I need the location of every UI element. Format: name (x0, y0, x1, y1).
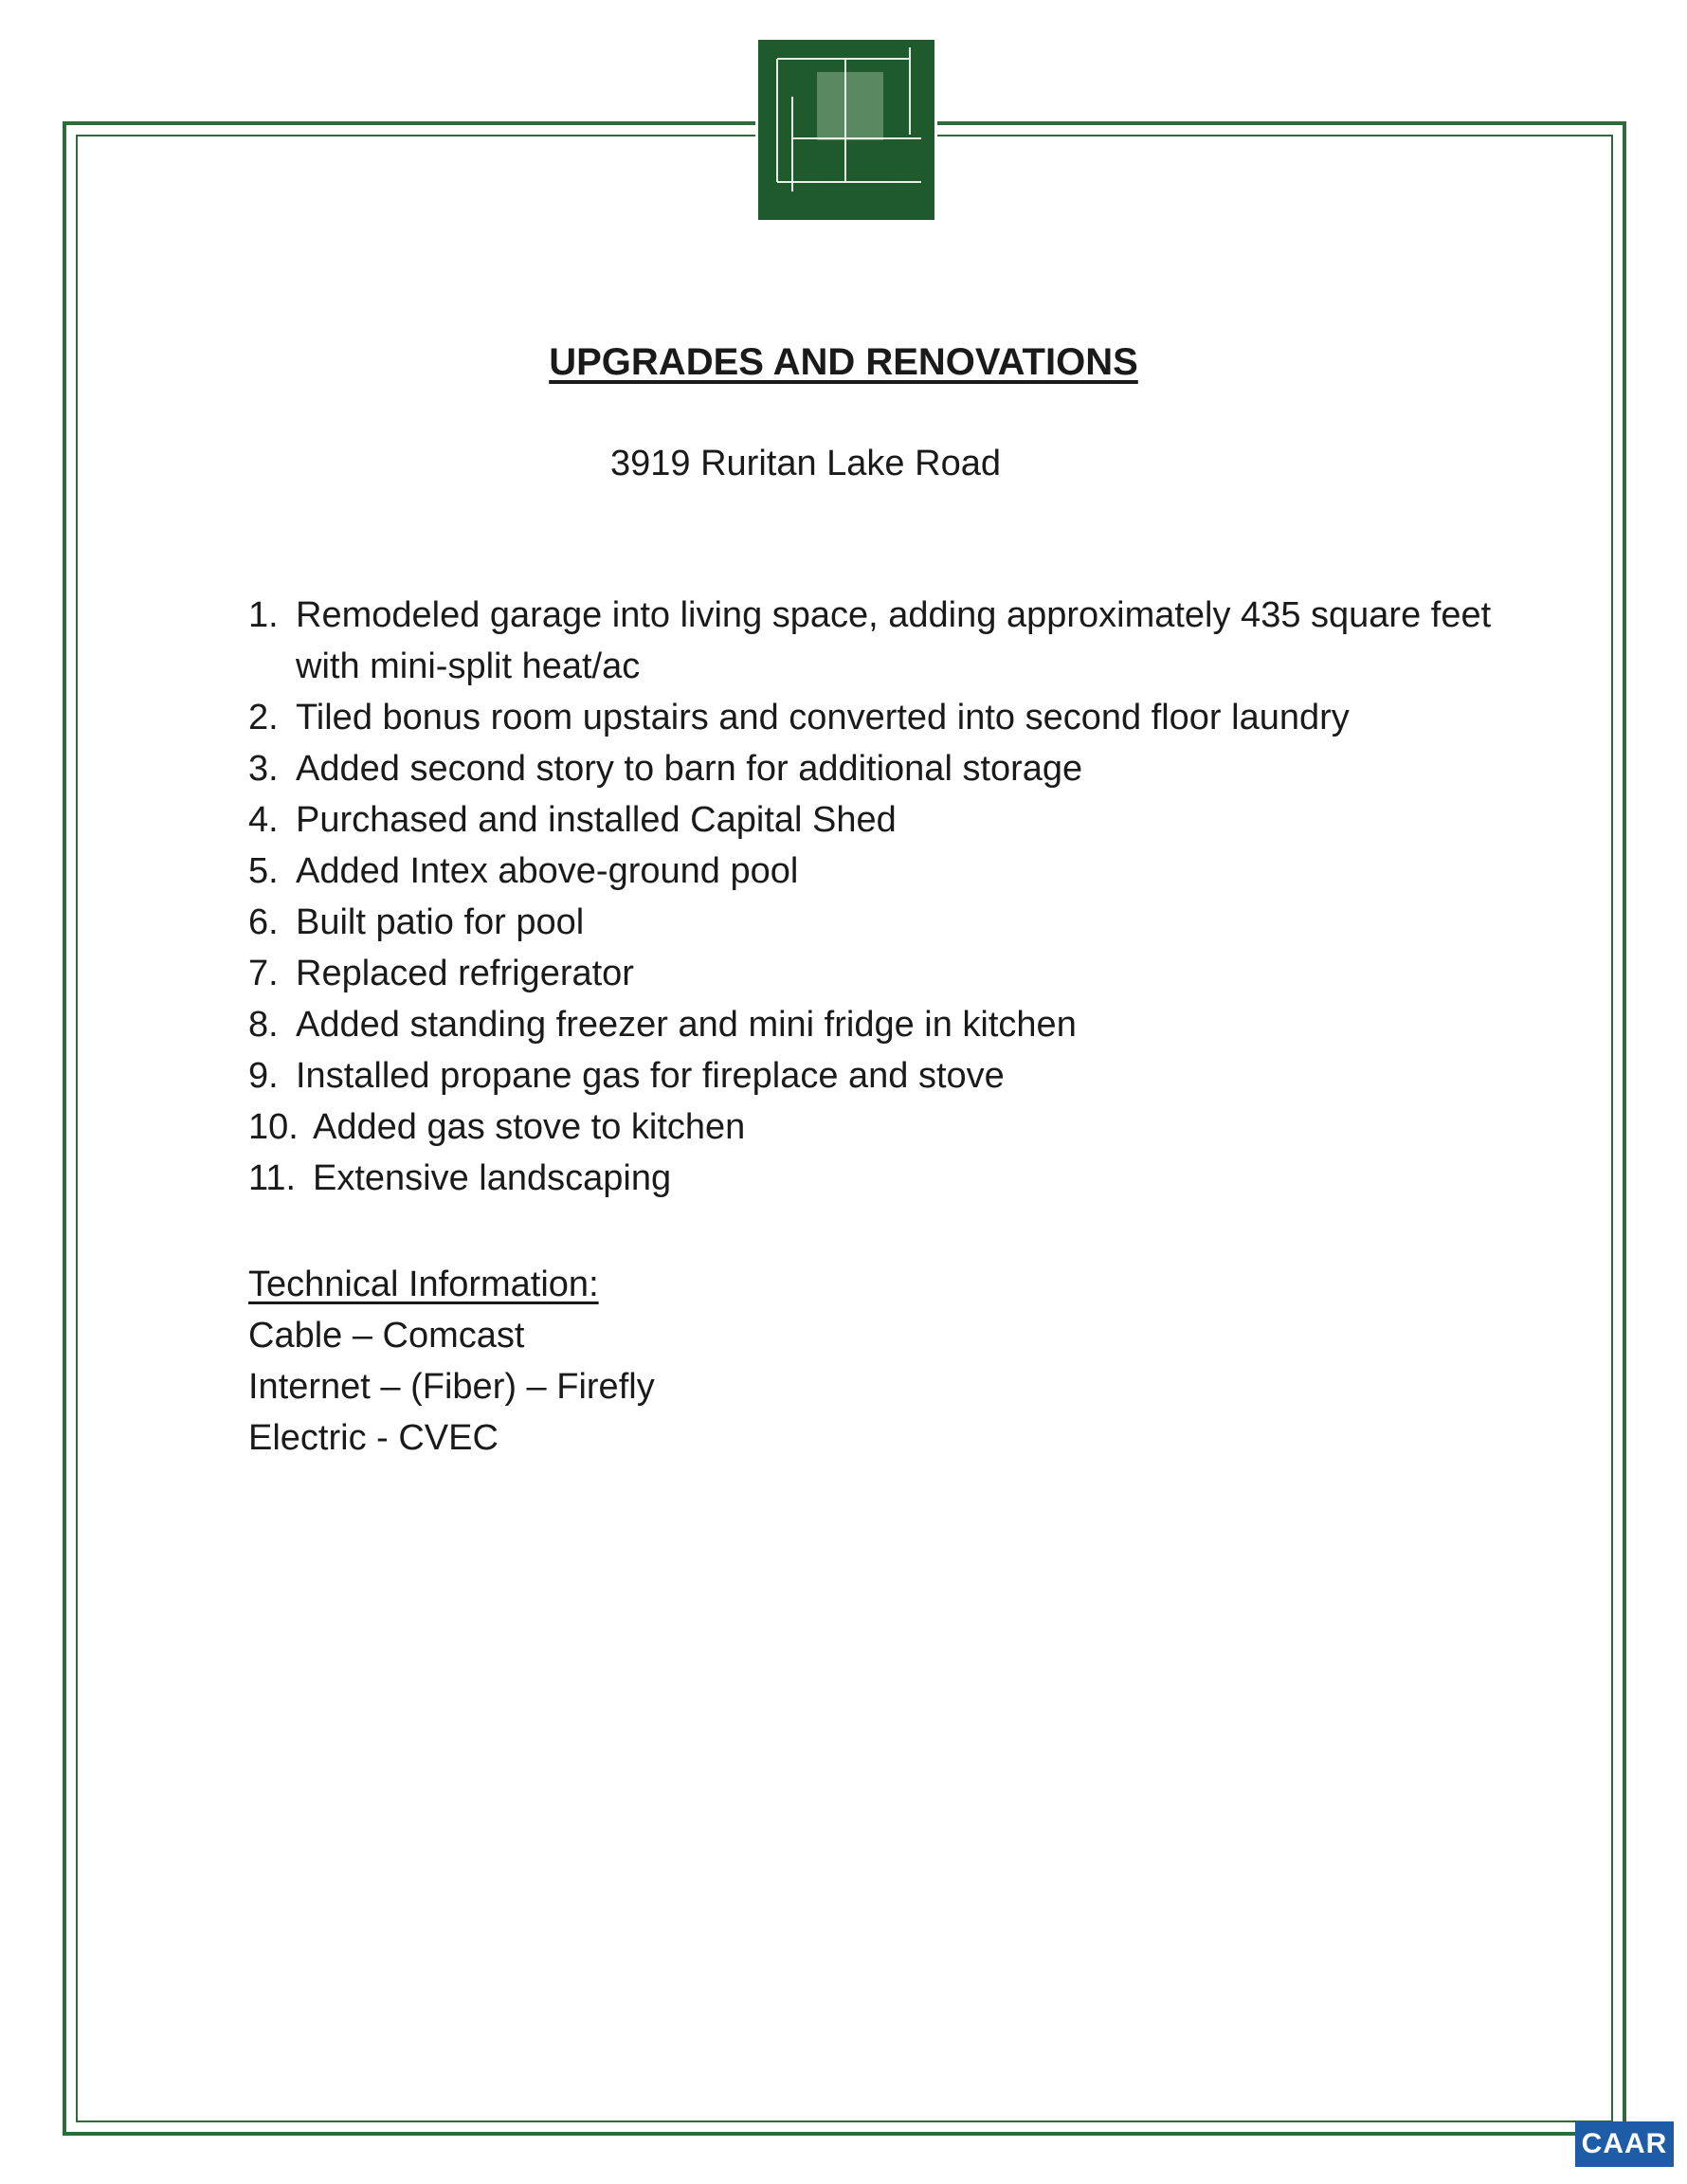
item-text: Added second story to barn for additional storage (296, 749, 1083, 789)
item-text: Replaced refrigerator (296, 954, 634, 993)
item-number: 6. (248, 902, 279, 942)
item-text: Installed propane gas for fireplace and stove (296, 1056, 1005, 1096)
list-item (248, 999, 1518, 1050)
item-number: 7. (248, 954, 279, 993)
item-number: 4. (248, 800, 279, 840)
property-address: 3919 Ruritan Lake Road (610, 444, 1001, 483)
list-item (248, 846, 1518, 897)
page-title: UPGRADES AND RENOVATIONS (549, 341, 1138, 383)
list-item (248, 1101, 1518, 1153)
item-number: 3. (248, 749, 279, 789)
item-number: 11. (248, 1158, 297, 1198)
list-item (248, 692, 1518, 743)
technical-information (248, 1259, 1101, 1464)
caar-badge: CAAR (1575, 2121, 1674, 2167)
list-item (248, 590, 1518, 692)
item-text: Added standing freezer and mini fridge in kitchen (296, 1005, 1077, 1045)
item-number: 9. (248, 1056, 279, 1096)
item-number: 8. (248, 1005, 279, 1045)
item-text: Added Intex above-ground pool (296, 851, 799, 891)
list-item (248, 1050, 1518, 1101)
list-item (248, 794, 1518, 846)
item-text: Extensive landscaping (313, 1158, 672, 1198)
technical-line-electric: Electric - CVEC (248, 1418, 499, 1458)
item-text: Remodeled garage into living space, adding approximately 435 square feet with mini-split heat/ac (296, 595, 1492, 686)
technical-line-internet: Internet – (Fiber) – Firefly (248, 1367, 655, 1407)
list-item (248, 897, 1518, 948)
item-number: 5. (248, 851, 279, 891)
item-text: Built patio for pool (296, 902, 585, 942)
item-number: 10. (248, 1107, 299, 1147)
technical-heading: Technical Information: (248, 1265, 599, 1304)
item-text: Purchased and installed Capital Shed (296, 800, 897, 840)
upgrades-list (248, 590, 1518, 1204)
framed-square-logo-icon (758, 40, 934, 220)
item-text: Added gas stove to kitchen (313, 1107, 746, 1147)
item-text: Tiled bonus room upstairs and converted into second floor laundry (296, 698, 1350, 737)
item-number: 1. (248, 595, 279, 635)
list-item (248, 948, 1518, 999)
list-item (248, 743, 1518, 794)
list-item (248, 1153, 1518, 1204)
technical-line-cable: Cable – Comcast (248, 1316, 525, 1356)
item-number: 2. (248, 698, 279, 737)
